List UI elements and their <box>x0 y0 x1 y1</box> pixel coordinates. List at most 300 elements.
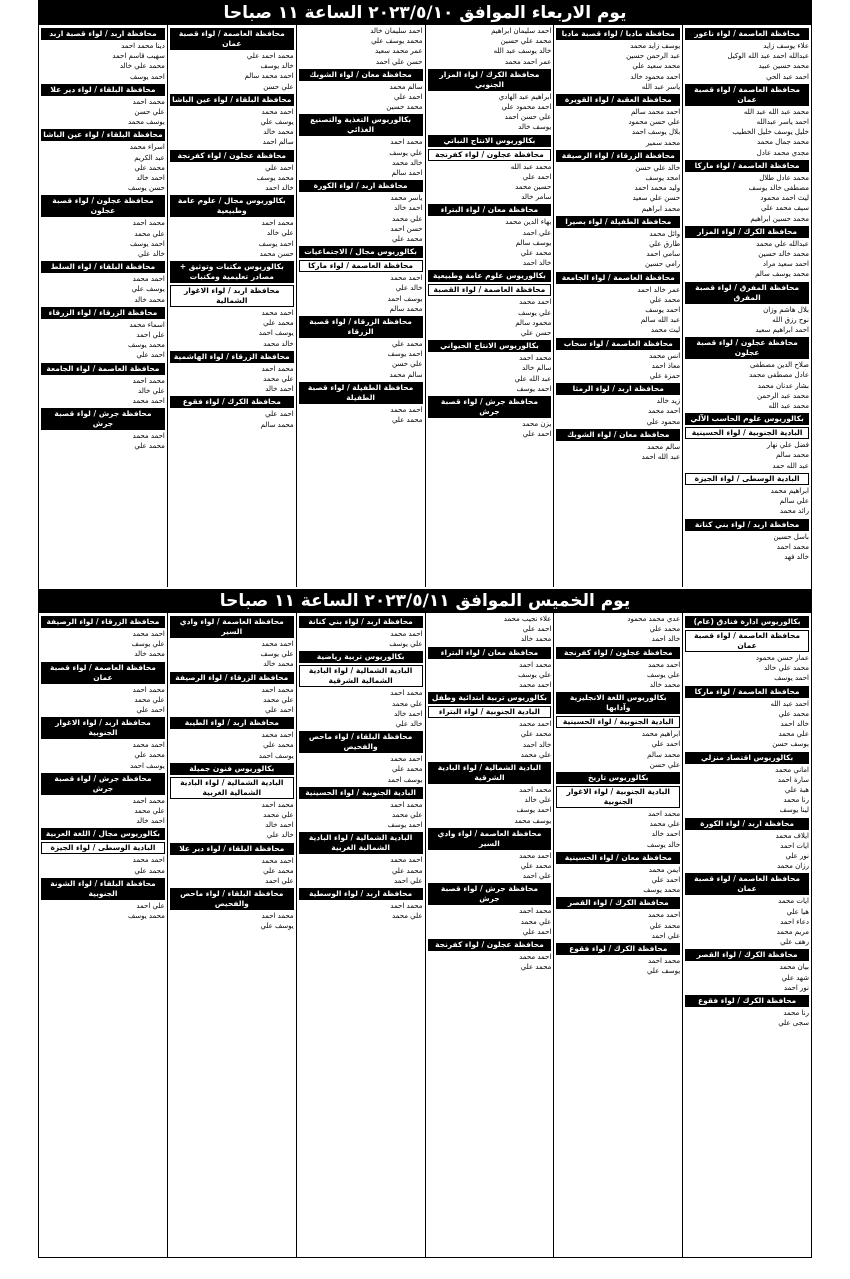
name-entry: محمد ابراهيم <box>641 204 681 213</box>
name-entry: علي حسن <box>134 108 165 117</box>
name-list <box>41 142 165 193</box>
section-title: محافظة العاصمة / لواء ناعور <box>685 28 809 40</box>
name-entry: يوسف محمد <box>514 816 552 825</box>
name-entry: علي خالد <box>138 386 165 395</box>
name-list <box>299 800 423 831</box>
name-entry: مجدي محمد عادل <box>756 148 809 157</box>
name-entry: علاء نجيب محمد <box>503 615 552 623</box>
name-entry: احمد علي <box>522 172 552 181</box>
name-entry: خالد يوسف <box>647 840 681 849</box>
schedule-column <box>682 613 811 1257</box>
section-title: محافظة العاصمة / لواء قصبة عمان <box>170 28 294 50</box>
name-entry: محمد علي <box>520 862 552 871</box>
name-list <box>428 353 552 394</box>
name-entry: علي حسن احمد <box>504 113 552 122</box>
name-entry: عمر محمد سعيد <box>374 47 423 56</box>
name-entry: احمد محمد <box>261 731 294 740</box>
section-title: محافظة اربد / لواء الوسطية <box>299 888 423 900</box>
name-list <box>170 364 294 395</box>
name-entry: احمد محمد <box>132 856 165 865</box>
name-entry: محمد علي <box>391 765 423 774</box>
name-entry: عادل مصطفى محمد <box>749 371 809 380</box>
section-title: بكالوريوس تاريخ <box>556 772 680 784</box>
section-title: بكالوريوس فنون جميلة <box>170 763 294 775</box>
name-entry: محمد احمد <box>261 685 294 694</box>
section-title: محافظة معان / لواء البتراء <box>428 647 552 659</box>
name-entry: شهد علي <box>781 973 809 982</box>
name-entry: محمد سالم <box>775 451 809 460</box>
name-entry: سارة احمد <box>777 775 809 784</box>
name-entry: احمد عبد الحي <box>766 72 809 81</box>
name-entry: طارق علي <box>649 240 681 249</box>
name-entry: احمد محمد <box>261 640 294 648</box>
day-header-thursday: يوم الخميس الموافق ٢٠٢٣/٥/١١ الساعة ١١ صباحا <box>39 589 811 613</box>
section-title: محافظة جرش / لواء قصبة جرش <box>41 773 165 795</box>
name-entry: احمد محمد سالم <box>630 108 681 117</box>
name-entry: زيد خالد <box>656 397 681 406</box>
name-entry: ابراهيم عبد الهادي <box>498 92 552 101</box>
name-entry: باسل حسين <box>773 532 809 541</box>
name-list <box>428 851 552 882</box>
name-entry: احمد عبد الله <box>770 699 809 708</box>
name-entry: بهاء الدين محمد <box>505 218 552 227</box>
section-title: محافظة العاصمة / لواء وادي السير <box>170 616 294 638</box>
name-entry: محمد احمد <box>390 689 423 698</box>
name-entry: علي حسن محمود <box>628 118 681 127</box>
name-list <box>299 82 423 113</box>
name-entry: خالد احمد <box>265 184 294 193</box>
name-entry: محمد احمد <box>519 354 552 363</box>
name-list <box>685 41 809 82</box>
name-entry: يوسف خالد <box>518 123 552 132</box>
name-list <box>556 910 680 941</box>
section-title: بكالوريوس تربية رياضية <box>299 651 423 663</box>
name-list <box>41 376 165 407</box>
name-entry: محمد خالد <box>520 635 552 644</box>
name-entry: اسراء محمد <box>129 143 165 152</box>
name-list <box>556 614 680 645</box>
name-entry: احمد محمد <box>390 405 423 414</box>
section-title: محافظة الكرك / لواء فقوع <box>685 995 809 1007</box>
name-list <box>428 719 552 760</box>
section-title: محافظة البلقاء / لواء عين الباشا <box>170 94 294 106</box>
name-list <box>170 308 294 349</box>
name-entry: محمد احمد <box>261 219 294 228</box>
name-entry: حسن يوسف <box>128 184 165 193</box>
name-entry: ليث احمد محمود <box>760 194 809 203</box>
name-entry: خالد احمد <box>522 740 552 749</box>
name-entry: احمد محمود علي <box>501 103 552 112</box>
name-entry: يوسف احمد <box>258 751 294 760</box>
name-entry: وائل محمد <box>649 229 681 238</box>
name-entry: يوسف محمد <box>127 118 165 127</box>
name-entry: علي محمد <box>263 811 294 820</box>
name-entry: محمد علي <box>263 741 294 750</box>
name-list <box>41 41 165 82</box>
name-entry: علي محمد <box>649 820 681 829</box>
name-list <box>685 896 809 947</box>
name-list <box>170 800 294 841</box>
name-list <box>428 26 552 67</box>
subsection-title: محافظة العاصمة / لواء القصبة <box>428 284 552 296</box>
name-entry: صلاح الدين مصطفى <box>749 361 809 370</box>
name-entry: اسماء محمد <box>129 320 165 329</box>
name-entry: علي خالد <box>524 796 552 805</box>
name-entry: خالد علي حسن <box>635 163 681 172</box>
name-entry: محمد حسين ابراهيم <box>750 214 809 223</box>
section-title: محافظة العاصمة / لواء وادي السير <box>428 828 552 850</box>
name-entry: احمد علي <box>651 740 681 749</box>
schedule-column <box>425 613 554 1257</box>
name-entry: علي حسن <box>263 82 294 91</box>
section-title: محافظة العاصمة / لواء ماركا <box>685 686 809 698</box>
name-list <box>685 305 809 336</box>
name-entry: احمد خالد <box>265 821 294 830</box>
name-entry: ايات محمد <box>778 897 809 906</box>
name-entry: محمد خالد <box>263 128 294 137</box>
name-entry: عدي محمد محمود <box>627 615 681 623</box>
name-list <box>556 442 680 462</box>
name-entry: ليث محمد <box>650 326 681 335</box>
name-list <box>41 431 165 451</box>
name-list <box>299 855 423 886</box>
name-entry: احمد يوسف <box>645 306 681 315</box>
name-list <box>685 173 809 224</box>
name-entry: بيان محمد <box>779 963 809 972</box>
subsection-title: محافظة اربد / لواء الاغوار الشمالية <box>170 285 294 307</box>
name-list <box>556 660 680 691</box>
name-entry: بلال يوسف احمد <box>631 128 681 137</box>
name-list <box>170 639 294 670</box>
name-entry: دعاء احمد <box>780 917 809 926</box>
name-entry: يوسف احمد <box>129 761 165 770</box>
name-entry: حسن احمد <box>390 224 423 233</box>
name-list <box>299 26 423 67</box>
name-list <box>428 906 552 937</box>
name-entry: احمد محمد <box>261 856 294 865</box>
name-list <box>556 107 680 148</box>
name-list <box>41 855 165 875</box>
name-entry: علي يوسف <box>389 640 423 649</box>
name-entry: خالد علي <box>138 250 165 259</box>
section-title: بكالوريوس اللغة الانجليزية وآدابها <box>556 692 680 714</box>
name-entry: محمد احمد <box>647 957 681 966</box>
name-entry: حسن محمد <box>259 249 294 258</box>
name-entry: محمد علي <box>520 730 552 739</box>
name-entry: احمد علي <box>522 430 552 439</box>
name-entry: علي يوسف <box>260 650 294 659</box>
name-entry: محمد يوسف <box>256 173 294 182</box>
name-entry: يوسف احمد <box>387 294 423 303</box>
name-entry: سالم خالد <box>522 364 552 373</box>
name-list <box>556 865 680 896</box>
name-entry: احمد يوسف <box>387 350 423 359</box>
name-entry: محمد احمد <box>132 97 165 106</box>
subsection-title: البادية الشمالية / لواء البادية الشمالية الغربية <box>170 777 294 799</box>
section-title: محافظة اربد / لواء الكورة <box>685 818 809 830</box>
name-entry: محمود علي <box>646 417 681 426</box>
name-list <box>41 218 165 259</box>
name-entry: حسن علي <box>520 329 552 338</box>
name-list <box>428 297 552 338</box>
name-list <box>428 419 552 439</box>
section-title: محافظة معان / لواء الشوبك <box>556 429 680 441</box>
name-entry: سالم محمد <box>389 82 423 91</box>
name-entry: احمد سليمان خالد <box>370 27 423 35</box>
name-entry: محمد علي <box>263 866 294 875</box>
name-entry: احمد خالد <box>394 709 423 718</box>
name-entry: احمد محمد <box>647 911 681 920</box>
section-title: بكالوريوس الانتاج الحيواني <box>428 340 552 352</box>
name-entry: رهف علي <box>780 938 809 947</box>
section-title: محافظة الكرك / لواء فقوع <box>170 396 294 408</box>
section-title: محافظة جرش / لواء قصبة جرش <box>428 883 552 905</box>
section-title: محافظة عجلون / لواء قصبة عجلون <box>41 195 165 217</box>
day-section-wednesday <box>39 25 811 587</box>
name-list <box>41 320 165 361</box>
name-entry: محمد علي خالد <box>763 664 809 673</box>
subsection-title: البادية الجنوبية / لواء الحسينية <box>556 716 680 728</box>
name-entry: محمد عبد الرحمن <box>756 391 809 400</box>
name-entry: محمد علي <box>520 249 552 258</box>
name-entry: محمد عبد الله <box>510 162 552 171</box>
section-title: محافظة الكرك / لواء المزار <box>685 226 809 238</box>
name-entry: رامي حسين <box>645 260 681 269</box>
name-entry: عبد الرحمن حسين <box>626 52 681 61</box>
section-title: محافظة البلقاء / لواء دير علا <box>41 84 165 96</box>
name-list <box>299 754 423 785</box>
name-entry: علي محمد <box>520 750 552 759</box>
name-entry: احمد محمد <box>647 660 681 669</box>
name-entry: احمد سليمان ابراهيم <box>491 27 552 35</box>
name-entry: احمد علي <box>136 351 165 360</box>
section-title: محافظة اربد / لواء الطيبة <box>170 717 294 729</box>
name-list <box>299 273 423 314</box>
name-entry: ابراهيم محمد <box>641 730 681 739</box>
section-title: البادية الشمالية / لواء البادية الشمالية الغربية <box>299 832 423 854</box>
name-entry: علي احمد <box>651 931 681 940</box>
name-list <box>428 614 552 645</box>
name-entry: محمد علي حسين <box>500 37 552 46</box>
subsection-title: محافظة العاصمة / لواء ماركا <box>299 260 423 272</box>
name-entry: يوسف سالم <box>515 238 552 247</box>
name-entry: وليد محمد احمد <box>634 184 681 193</box>
name-list <box>299 405 423 425</box>
name-entry: علي احمد <box>522 228 552 237</box>
name-entry: علي محمد <box>134 229 165 238</box>
name-list <box>428 785 552 826</box>
schedule-column <box>296 613 425 1257</box>
name-list <box>170 409 294 429</box>
name-entry: احمد محمد <box>519 298 552 307</box>
name-entry: سيف محمد علي <box>761 204 809 213</box>
name-list <box>41 685 165 716</box>
name-entry: محمد علي <box>134 163 165 172</box>
subsection-title: محافظة العاصمة / لواء قصبة عمان <box>685 630 809 652</box>
name-entry: محمد احمد <box>132 219 165 228</box>
section-title: محافظة عجلون / لواء كفرنجة <box>170 150 294 162</box>
name-entry: احمد محمد <box>261 309 294 318</box>
name-entry: محمد احمد <box>519 660 552 669</box>
name-list <box>428 92 552 133</box>
name-entry: محمد سالم <box>389 304 423 313</box>
name-list <box>685 239 809 280</box>
name-entry: احمد يوسف <box>129 239 165 248</box>
section-title: محافظة العاصمة / لواء سحاب <box>556 338 680 350</box>
name-entry: احمد محمد <box>519 681 552 690</box>
name-list <box>41 901 165 921</box>
schedule-column <box>167 613 296 1257</box>
name-entry: هيا علي <box>786 907 809 916</box>
name-entry: محمد خالد <box>263 660 294 669</box>
name-entry: احمد خالد <box>136 817 165 826</box>
name-entry: احمد علي <box>522 927 552 936</box>
name-list <box>685 962 809 993</box>
section-title: محافظة البلقاء / لواء ماحص والفحيص <box>170 888 294 910</box>
name-entry: احمد ابراهيم سعيد <box>755 326 809 335</box>
name-entry: بشار عدنان محمد <box>757 381 809 390</box>
section-title: بكالوريوس مجال / علوم عامة وطبيعية <box>170 195 294 217</box>
name-entry: عبد الكريم <box>134 153 165 162</box>
section-title: محافظة معان / لواء الشوبك <box>299 69 423 81</box>
name-entry: محمد احمد <box>261 912 294 921</box>
name-list <box>556 41 680 92</box>
name-entry: احمد محمد <box>519 720 552 729</box>
name-entry: علي محمد <box>134 807 165 816</box>
name-entry: محمد عبد الله عبد الله <box>743 107 809 116</box>
name-entry: محمد علي <box>649 625 681 634</box>
name-entry: خالد محمد <box>392 158 423 167</box>
name-entry: انس محمد <box>649 351 681 360</box>
name-entry: علي محمد <box>263 375 294 384</box>
section-title: محافظة الطفيلة / لواء بصيرا <box>556 216 680 228</box>
name-entry: خالد محمد <box>263 339 294 348</box>
name-entry: احمد سالم <box>391 169 423 178</box>
name-entry: علي خالد <box>266 229 294 238</box>
section-title: محافظة اربد / لواء قصبة اربد <box>41 28 165 40</box>
name-entry: سالم محمد <box>389 370 423 379</box>
section-title: بكالوريوس مجال / اللغة العربية <box>41 828 165 840</box>
name-entry: احمد محمد <box>519 851 552 860</box>
name-entry: احمد محمد <box>647 407 681 416</box>
subsection-title: محافظة عجلون / لواء كفرنجة <box>428 149 552 161</box>
name-entry: احمد علي <box>136 706 165 715</box>
name-entry: ايلاف محمد <box>775 831 809 840</box>
name-entry: محمد احمد <box>390 138 423 147</box>
section-title: البادية الشمالية / لواء البادية الشرقية <box>428 762 552 784</box>
section-title: محافظة مادبا / لواء قصبة مادبا <box>556 28 680 40</box>
name-entry: احمد ياسر عبدالله <box>756 118 809 127</box>
section-title: بكالوريوس التغذية والتصنيع الغذائي <box>299 114 423 136</box>
name-entry: احمد محمد <box>261 107 294 116</box>
name-entry: يوسف احمد <box>258 329 294 338</box>
subsection-title: البادية الوسطى / لواء الجيزة <box>41 842 165 854</box>
name-entry: رنا محمد <box>783 796 809 805</box>
name-list <box>299 137 423 178</box>
section-title: محافظة اربد / لواء الرمثا <box>556 383 680 395</box>
name-entry: عبدالله علي محمد <box>756 239 809 248</box>
name-entry: محمد علي <box>649 921 681 930</box>
name-entry: محمد خالد حسين <box>758 250 809 259</box>
name-entry: حمزة علي <box>649 372 681 381</box>
name-list <box>556 351 680 382</box>
name-entry: علي حسن <box>649 760 681 769</box>
name-entry: محمود سالم <box>515 318 552 327</box>
name-entry: رزان محمد <box>776 862 809 871</box>
name-entry: سهيب قاسم احمد <box>112 52 165 61</box>
name-entry: يوسف احمد <box>387 775 423 784</box>
name-entry: سجى علي <box>778 1019 809 1028</box>
section-title: محافظة اربد / لواء الاغوار الجنوبية <box>41 717 165 739</box>
section-title: محافظة البلقاء / لواء عين الباشا <box>41 129 165 141</box>
name-list <box>170 163 294 194</box>
name-entry: محمد احمد علي <box>246 52 294 60</box>
name-entry: محمد احمد <box>261 800 294 809</box>
name-entry: ياسر عبد الله <box>641 82 681 91</box>
name-entry: احمد محمد <box>390 755 423 764</box>
name-entry: محمد احمد <box>261 364 294 373</box>
name-entry: محمد احمد <box>132 685 165 694</box>
name-entry: احمد يوسف <box>129 72 165 81</box>
name-entry: خليل يوسف خليل الخطيب <box>732 128 809 137</box>
name-list <box>685 653 809 684</box>
section-title: بكالوريوس مجال / الاجتماعيات <box>299 246 423 258</box>
name-list <box>170 51 294 92</box>
name-entry: احمد خالد <box>651 830 681 839</box>
name-list <box>556 729 680 770</box>
name-entry: مصطفى خالد يوسف <box>748 184 809 193</box>
name-entry: احمد علي <box>265 163 294 172</box>
section-title: محافظة المفرق / لواء قصبة المفرق <box>685 282 809 304</box>
name-entry: محمد احمد <box>519 907 552 916</box>
name-entry: علي يوسف <box>518 308 552 317</box>
name-list <box>170 730 294 761</box>
name-entry: علي احمد <box>136 331 165 340</box>
name-entry: هبة علي <box>784 786 809 795</box>
section-title: محافظة معان / لواء البتراء <box>428 204 552 216</box>
name-entry: احمد يوسف <box>258 239 294 248</box>
name-entry: علي يوسف <box>518 670 552 679</box>
section-title: بكالوريوس اقتصاد منزلي <box>685 752 809 764</box>
name-entry: ابراهيم محمد <box>770 486 809 495</box>
name-entry: احمد محمد سالم <box>244 72 294 81</box>
name-entry: علي يوسف <box>131 640 165 649</box>
name-list <box>556 396 680 427</box>
name-entry: عبدالله احمد عبد الله الوكيل <box>727 52 809 61</box>
name-entry: بلال هاشم وزان <box>763 305 809 314</box>
name-list <box>41 629 165 660</box>
name-entry: محمد احمد <box>132 796 165 805</box>
section-title: بكالوريوس مكتبات وتوثيق + مصادر تعليمية ومكتبات <box>170 261 294 283</box>
section-title: محافظة جرش / لواء قصبة جرش <box>41 408 165 430</box>
name-entry: محمد سعيد علي <box>632 62 681 71</box>
section-title: محافظة العقبة / لواء القويرة <box>556 94 680 106</box>
section-title: محافظة البلقاء / لواء الشونة الجنوبية <box>41 878 165 900</box>
name-entry: ايمن محمد <box>648 865 681 874</box>
name-entry: احمد محمد <box>390 274 423 283</box>
section-title: محافظة العاصمة / لواء قصبة عمان <box>685 873 809 895</box>
name-entry: علي يوسف <box>646 670 681 679</box>
section-title: محافظة اربد / لواء بني كنانة <box>299 616 423 628</box>
name-entry: خالد علي <box>395 284 423 293</box>
name-entry: علي يوسف <box>389 148 423 157</box>
name-list <box>556 163 680 214</box>
name-entry: محمد علي <box>391 340 423 349</box>
name-entry: محمد علي <box>391 866 423 875</box>
name-entry: سالم احمد <box>262 138 294 147</box>
name-entry: ياسر محمد <box>390 194 423 203</box>
section-title: محافظة العاصمة / لواء قصبة عمان <box>41 662 165 684</box>
